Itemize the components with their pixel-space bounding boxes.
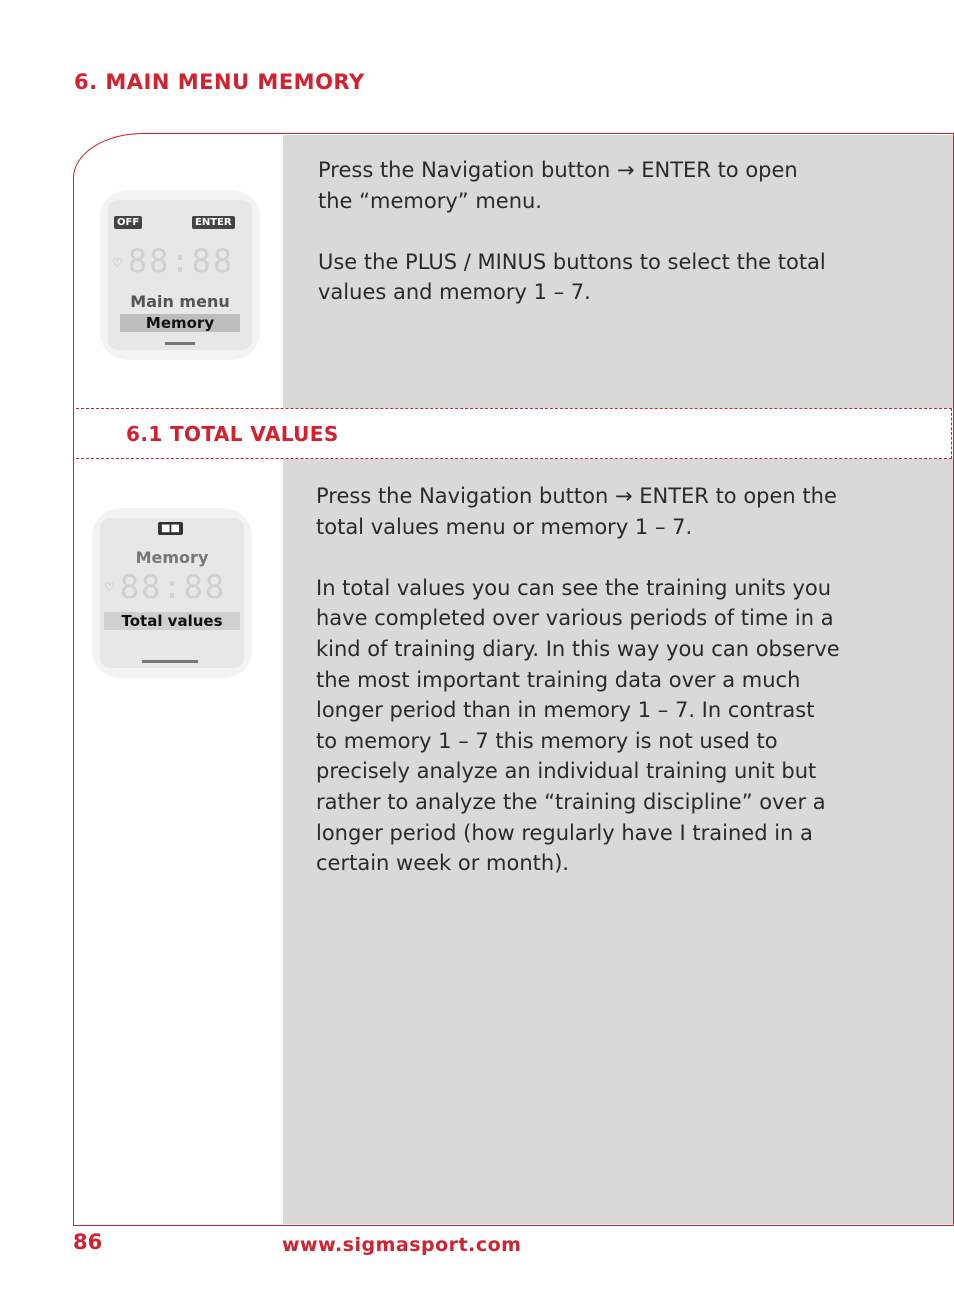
block1-paragraph-2: Use the PLUS / MINUS buttons to select the total values and memory 1 – 7.: [318, 249, 826, 305]
watch-page-indicator: [142, 660, 198, 663]
watch-tag-off: OFF: [114, 216, 142, 229]
heart-icon: ♡: [112, 256, 123, 270]
heart-icon: ♡: [104, 580, 115, 594]
block2-text: [316, 481, 841, 909]
block2-paragraph-1: Press the Navigation button → ENTER to open the total values menu or memory 1 – 7.: [316, 484, 837, 539]
watch-line-total-values: Total values: [104, 612, 240, 630]
watch-page-indicator: [165, 342, 195, 345]
watch-tag-enter: ENTER: [192, 216, 235, 229]
subsection-header: [76, 408, 952, 459]
block2-paragraph-2: In total values you can see the training units you have completed over various periods of time in a kind of training diary. In this way you can observe the most important training data over a much longer period than in memory 1 – 7. In contrast to memory 1 – 7 this memory is not used to precisely analyze an individual training unit but rather to analyze the “training discipline” over a longer period (how regularly have I trained in a certain week or month).: [316, 575, 840, 876]
watch-digits: 88:88: [119, 568, 227, 606]
footer-url: www.sigmasport.com: [282, 1234, 522, 1256]
watch-display-total-values-image: [92, 508, 252, 678]
page-number: 86: [73, 1230, 103, 1254]
watch-line-memory: Memory: [135, 548, 209, 567]
watch-line-main-menu: Main menu: [130, 292, 230, 311]
subsection-title: 6.1 TOTAL VALUES: [126, 422, 339, 446]
memory-icon: ■■: [158, 522, 183, 535]
block1-text: [318, 155, 838, 339]
section-title: 6. MAIN MENU MEMORY: [74, 70, 365, 94]
watch-digits: 88:88: [127, 242, 235, 280]
watch-line-memory: Memory: [120, 314, 240, 332]
watch-display-main-menu-image: [100, 190, 260, 360]
block1-paragraph-1: Press the Navigation button → ENTER to open the “memory” menu.: [318, 158, 798, 213]
